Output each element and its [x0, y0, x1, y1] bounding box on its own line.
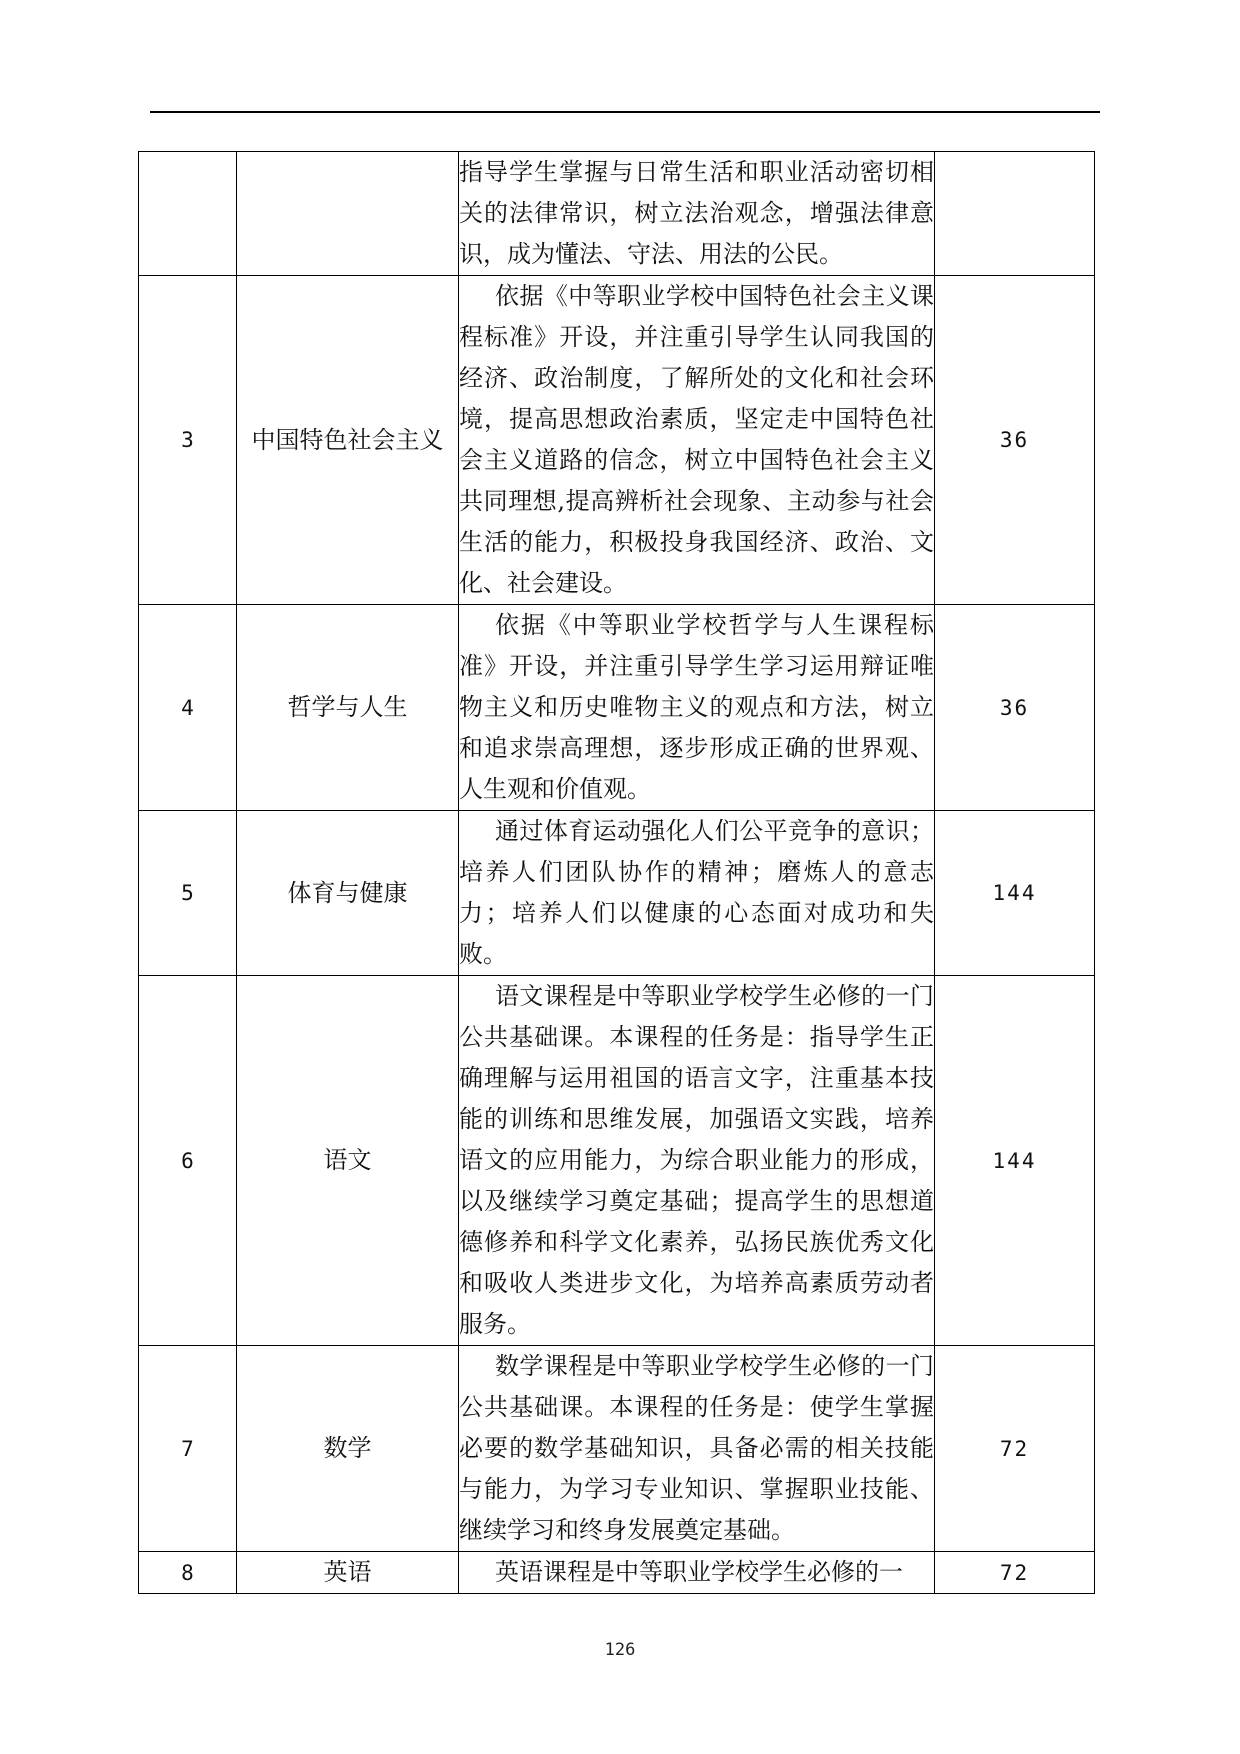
course-description-text: 指导学生掌握与日常生活和职业活动密切相关的法律常识，树立法治观念，增强法律意识，成为懂法、守法、用法的公民。 — [459, 158, 934, 268]
course-name — [237, 152, 459, 276]
table-row — [139, 276, 1095, 605]
course-name: 哲学与人生 — [237, 605, 459, 811]
course-hours: 144 — [935, 976, 1095, 1346]
row-number: 6 — [139, 976, 237, 1346]
course-description — [459, 1552, 935, 1594]
row-number: 4 — [139, 605, 237, 811]
table-row — [139, 811, 1095, 976]
course-description — [459, 152, 935, 276]
header-rule — [150, 111, 1100, 113]
course-name: 英语 — [237, 1552, 459, 1594]
table-row — [139, 605, 1095, 811]
row-number: 5 — [139, 811, 237, 976]
course-description-text: 依据《中等职业学校哲学与人生课程标准》开设，并注重引导学生学习运用辩证唯物主义和历史唯物主义的观点和方法，树立和追求崇高理想，逐步形成正确的世界观、人生观和价值观。 — [459, 611, 934, 803]
course-hours: 36 — [935, 605, 1095, 811]
course-description — [459, 976, 935, 1346]
course-name: 数学 — [237, 1346, 459, 1552]
table-row — [139, 976, 1095, 1346]
course-description-text: 依据《中等职业学校中国特色社会主义课程标准》开设，并注重引导学生认同我国的经济、政治制度，了解所处的文化和社会环境，提高思想政治素质，坚定走中国特色社会主义道路的信念，树立中国特色社会主义共同理想,提高辨析社会现象、主动参与社会生活的能力，积极投身我国经济、政治、文化、社会建设。 — [459, 282, 934, 597]
course-hours: 72 — [935, 1552, 1095, 1594]
course-hours: 72 — [935, 1346, 1095, 1552]
course-description — [459, 605, 935, 811]
row-number: 7 — [139, 1346, 237, 1552]
course-hours — [935, 152, 1095, 276]
table-row — [139, 1346, 1095, 1552]
table-row — [139, 1552, 1095, 1594]
course-name: 中国特色社会主义 — [237, 276, 459, 605]
course-description — [459, 276, 935, 605]
course-table — [138, 151, 1095, 1594]
course-name: 语文 — [237, 976, 459, 1346]
course-description-text: 英语课程是中等职业学校学生必修的一 — [495, 1558, 903, 1586]
page-number: 126 — [604, 1640, 636, 1660]
table-row — [139, 152, 1095, 276]
course-name: 体育与健康 — [237, 811, 459, 976]
course-hours: 144 — [935, 811, 1095, 976]
row-number: 3 — [139, 276, 237, 605]
course-hours: 36 — [935, 276, 1095, 605]
row-number: 8 — [139, 1552, 237, 1594]
course-description — [459, 1346, 935, 1552]
course-description-text: 语文课程是中等职业学校学生必修的一门公共基础课。本课程的任务是：指导学生正确理解与运用祖国的语言文字，注重基本技能的训练和思维发展，加强语文实践，培养语文的应用能力，为综合职业能力的形成，以及继续学习奠定基础；提高学生的思想道德修养和科学文化素养，弘扬民族优秀文化和吸收人类进步文化，为培养高素质劳动者服务。 — [459, 982, 934, 1338]
course-description — [459, 811, 935, 976]
row-number — [139, 152, 237, 276]
course-description-text: 数学课程是中等职业学校学生必修的一门公共基础课。本课程的任务是：使学生掌握必要的数学基础知识，具备必需的相关技能与能力，为学习专业知识、掌握职业技能、继续学习和终身发展奠定基础。 — [459, 1352, 934, 1544]
course-description-text: 通过体育运动强化人们公平竞争的意识；培养人们团队协作的精神；磨炼人的意志力；培养人们以健康的心态面对成功和失败。 — [459, 817, 934, 968]
